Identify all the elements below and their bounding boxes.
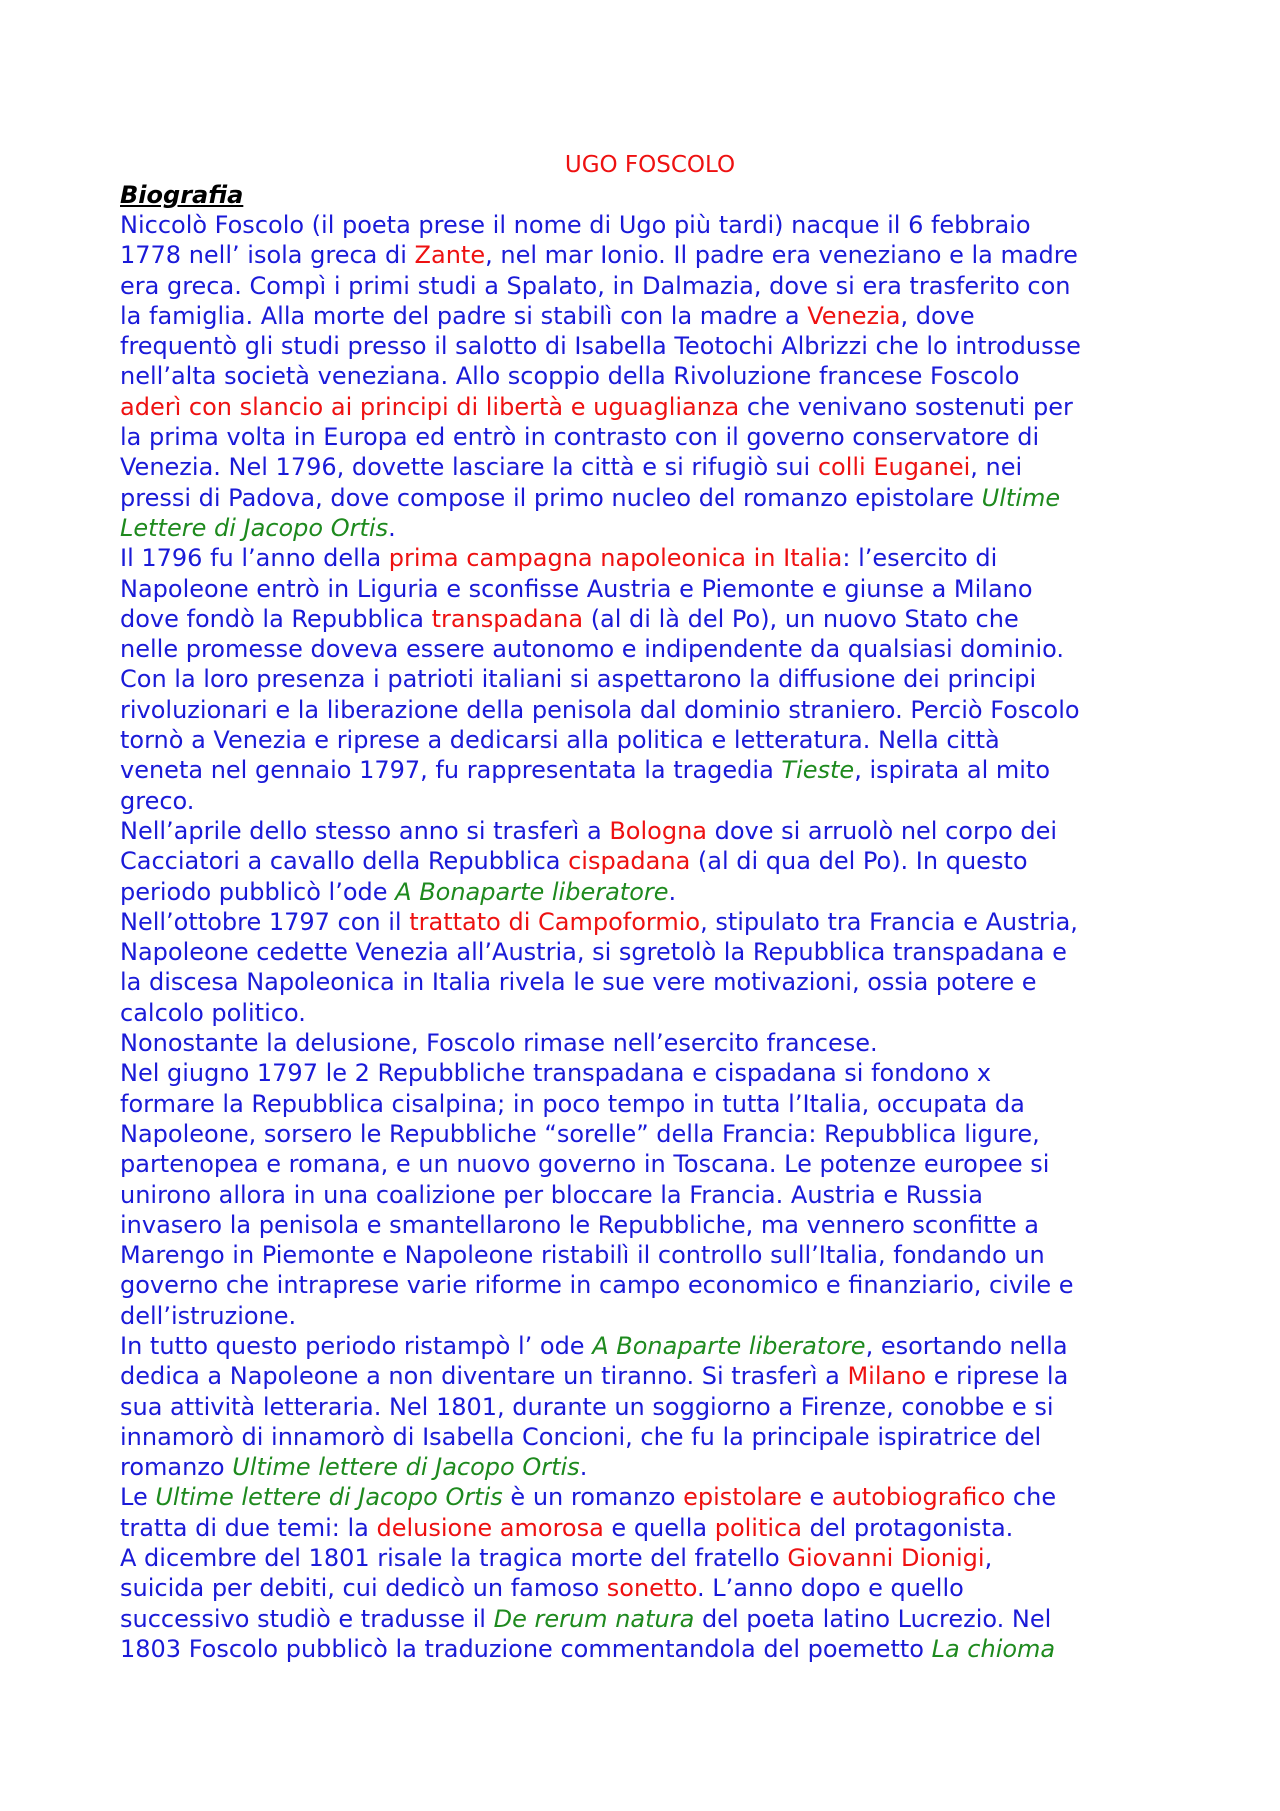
paragraph xyxy=(120,1331,1180,1482)
document-body xyxy=(120,210,1180,1664)
text-line xyxy=(120,1058,1180,1088)
text-segment: dell’istruzione. xyxy=(120,1301,297,1330)
text-segment: Le xyxy=(120,1483,156,1512)
highlighted-term: transpadana xyxy=(431,604,584,633)
highlighted-term: Giovanni Dionigi xyxy=(787,1544,985,1573)
text-line xyxy=(120,483,1180,513)
text-line xyxy=(120,301,1180,331)
document-title: UGO FOSCOLO xyxy=(564,152,736,178)
text-segment: unirono allora in una coalizione per bloccare la Francia. Austria e Russia xyxy=(120,1180,983,1209)
text-segment: Napoleone entrò in Liguria e sconfisse Austria e Piemonte e giunse a Milano xyxy=(120,574,1033,603)
text-segment: Nell’ottobre 1797 con il xyxy=(120,907,410,936)
text-segment: sua attività letteraria. Nel 1801, durante un soggiorno a Firenze, conobbe e si xyxy=(120,1392,1054,1421)
text-line xyxy=(120,1331,1180,1361)
work-title: Ultime xyxy=(981,483,1061,512)
paragraph xyxy=(120,1058,1180,1331)
text-line xyxy=(120,786,1180,816)
text-segment: la prima volta in Europa ed entrò in contrasto con il governo conservatore di xyxy=(120,423,1040,452)
text-segment: periodo pubblicò l’ode xyxy=(120,877,396,906)
text-line xyxy=(120,755,1180,785)
text-line xyxy=(120,816,1180,846)
paragraph xyxy=(120,816,1180,907)
highlighted-term: Zante xyxy=(414,241,486,270)
text-segment: frequentò gli studi presso il salotto di Isabella Teotochi Albrizzi che lo introdusse xyxy=(120,332,1081,361)
text-segment: governo che intraprese varie riforme in campo economico e finanziario, civile e xyxy=(120,1271,1074,1300)
text-segment: , xyxy=(984,1544,993,1573)
text-line xyxy=(120,513,1180,543)
text-segment: Napoleone, sorsero le Repubbliche “sorelle” della Francia: Repubblica ligure, xyxy=(120,1119,1040,1148)
text-segment: tratta di due temi: la xyxy=(120,1513,377,1542)
text-segment: del poeta latino Lucrezio. Nel xyxy=(694,1604,1052,1633)
text-line xyxy=(120,1028,1180,1058)
text-line xyxy=(120,846,1180,876)
text-segment: . xyxy=(388,513,396,542)
text-segment: partenopea e romana, e un nuovo governo in Toscana. Le potenze europee si xyxy=(120,1150,1050,1179)
highlighted-term: cispadana xyxy=(568,847,691,876)
text-line xyxy=(120,1119,1180,1149)
text-line xyxy=(120,1180,1180,1210)
text-line xyxy=(120,210,1180,240)
text-segment: In tutto questo periodo ristampò l’ ode xyxy=(120,1331,593,1360)
text-line xyxy=(120,998,1180,1028)
text-line xyxy=(120,240,1180,270)
work-title: A Bonaparte liberatore xyxy=(395,877,669,906)
text-segment: tornò a Venezia e riprese a dedicarsi alla politica e letteratura. Nella città xyxy=(120,726,1000,755)
text-segment: e quella xyxy=(603,1513,715,1542)
text-segment: Nel giugno 1797 le 2 Repubbliche transpadana e cispadana si fondono x xyxy=(120,1059,992,1088)
highlighted-term: Venezia xyxy=(807,301,901,330)
highlighted-term: trattato di Campoformio xyxy=(409,907,701,936)
text-segment: Napoleone cedette Venezia all’Austria, si sgretolò la Repubblica transpadana e xyxy=(120,938,1067,967)
text-segment: invasero la penisola e smantellarono le Repubbliche, ma vennero sconfitte a xyxy=(120,1210,1040,1239)
highlighted-term: delusione amorosa xyxy=(376,1513,604,1542)
text-line xyxy=(120,271,1180,301)
text-segment: che xyxy=(1005,1483,1057,1512)
text-segment: nelle promesse doveva essere autonomo e indipendente da qualsiasi dominio. xyxy=(120,635,1065,664)
text-line xyxy=(120,664,1180,694)
text-segment: pressi di Padova, dove compose il primo nucleo del romanzo epistolare xyxy=(120,483,982,512)
text-line xyxy=(120,1149,1180,1179)
text-segment: , stipulato tra Francia e Austria, xyxy=(700,907,1078,936)
highlighted-term: sonetto xyxy=(606,1574,697,1603)
text-line xyxy=(120,937,1180,967)
work-title: De rerum natura xyxy=(493,1604,695,1633)
text-line xyxy=(120,907,1180,937)
text-line xyxy=(120,877,1180,907)
highlighted-term: aderì con slancio ai principi di libertà e uguaglianza xyxy=(120,392,740,421)
text-segment: Venezia. Nel 1796, dovette lasciare la città e si rifugiò sui xyxy=(120,453,818,482)
text-segment: greco. xyxy=(120,786,195,815)
text-line xyxy=(120,1604,1180,1634)
paragraph xyxy=(120,1028,1180,1058)
text-segment: veneta nel gennaio 1797, fu rappresentata la tragedia xyxy=(120,756,782,785)
text-segment: e riprese la xyxy=(926,1362,1069,1391)
text-segment: è un romanzo xyxy=(502,1483,684,1512)
text-line xyxy=(120,1392,1180,1422)
text-segment: innamorò di innamorò di Isabella Concioni, che fu la principale ispiratrice del xyxy=(120,1422,1042,1451)
highlighted-term: Bologna xyxy=(609,816,707,845)
paragraph xyxy=(120,1543,1180,1664)
highlighted-term: colli Euganei xyxy=(817,453,971,482)
text-line xyxy=(120,1089,1180,1119)
document-page xyxy=(120,150,1180,1664)
text-line xyxy=(120,1270,1180,1300)
text-line xyxy=(120,1240,1180,1270)
text-line xyxy=(120,695,1180,725)
text-segment: dove si arruolò nel corpo dei xyxy=(706,816,1058,845)
text-segment: Il 1796 fu l’anno della xyxy=(120,544,389,573)
text-segment: , ispirata al mito xyxy=(854,756,1050,785)
text-segment: 1803 Foscolo pubblicò la traduzione commentandola del poemetto xyxy=(120,1634,932,1663)
text-segment: (al di là del Po), un nuovo Stato che xyxy=(583,604,1019,633)
paragraph xyxy=(120,1482,1180,1543)
text-segment: 1778 nell’ isola greca di xyxy=(120,241,415,270)
text-segment: che venivano sostenuti per xyxy=(739,392,1073,421)
text-segment: Niccolò Foscolo (il poeta prese il nome di Ugo più tardi) nacque il 6 febbraio xyxy=(120,211,1031,239)
text-segment: nell’alta società veneziana. Allo scoppio della Rivoluzione francese Foscolo xyxy=(120,362,1020,391)
text-line xyxy=(120,331,1180,361)
text-segment: dedica a Napoleone a non diventare un tiranno. Si trasferì a xyxy=(120,1362,848,1391)
text-line xyxy=(120,1543,1180,1573)
text-line xyxy=(120,1482,1180,1512)
work-title: Lettere di Jacopo Ortis xyxy=(120,513,389,542)
section-heading: Biografia xyxy=(120,181,244,209)
text-line xyxy=(120,1361,1180,1391)
text-line xyxy=(120,967,1180,997)
text-segment: (al di qua del Po). In questo xyxy=(690,847,1028,876)
text-segment: romanzo xyxy=(120,1453,233,1482)
highlighted-term: prima campagna napoleonica in Italia xyxy=(388,544,843,573)
text-segment: la famiglia. Alla morte del padre si stabilì con la madre a xyxy=(120,301,808,330)
text-segment: del protagonista. xyxy=(801,1513,1014,1542)
work-title: A Bonaparte liberatore xyxy=(592,1331,866,1360)
work-title: Tieste xyxy=(781,756,855,785)
text-segment: : l’esercito di xyxy=(842,544,998,573)
text-segment: , dove xyxy=(900,301,975,330)
text-segment: , nel mar Ionio. Il padre era veneziano e la madre xyxy=(485,241,1078,270)
text-segment: , nei xyxy=(970,453,1023,482)
text-line xyxy=(120,634,1180,664)
text-segment: . xyxy=(579,1453,588,1482)
paragraph xyxy=(120,907,1180,1028)
text-line xyxy=(120,452,1180,482)
text-segment: suicida per debiti, cui dedicò un famoso xyxy=(120,1574,607,1603)
work-title: Ultime lettere di Jacopo Ortis xyxy=(232,1453,580,1482)
text-segment: . xyxy=(668,877,677,906)
text-line xyxy=(120,422,1180,452)
text-segment: , esortando nella xyxy=(865,1331,1068,1360)
work-title: La chioma xyxy=(931,1634,1056,1663)
text-segment: successivo studiò e tradusse il xyxy=(120,1604,494,1633)
text-segment: calcolo politico. xyxy=(120,998,306,1027)
text-segment: Nonostante la delusione, Foscolo rimase nell’esercito francese. xyxy=(120,1029,878,1058)
text-line xyxy=(120,1513,1180,1543)
highlighted-term: autobiografico xyxy=(831,1483,1006,1512)
text-line xyxy=(120,604,1180,634)
text-line xyxy=(120,361,1180,391)
highlighted-term: epistolare xyxy=(683,1483,802,1512)
text-line xyxy=(120,1422,1180,1452)
text-line xyxy=(120,1210,1180,1240)
text-segment: formare la Repubblica cisalpina; in poco tempo in tutta l’Italia, occupata da xyxy=(120,1089,1025,1118)
text-line xyxy=(120,1301,1180,1331)
text-segment: Con la loro presenza i patrioti italiani si aspettarono la diffusione dei principi xyxy=(120,665,1037,694)
text-segment: Nell’aprile dello stesso anno si trasferì a xyxy=(120,816,610,845)
text-segment: Marengo in Piemonte e Napoleone ristabilì il controllo sull’Italia, fondando un xyxy=(120,1241,1045,1270)
text-segment: la discesa Napoleonica in Italia rivela le sue vere motivazioni, ossia potere e xyxy=(120,968,1037,997)
text-segment: dove fondò la Repubblica xyxy=(120,604,432,633)
text-line xyxy=(120,392,1180,422)
text-segment: e xyxy=(801,1483,832,1512)
work-title: Ultime lettere di Jacopo Ortis xyxy=(155,1483,503,1512)
text-segment: era greca. Compì i primi studi a Spalato, in Dalmazia, dove si era trasferito con xyxy=(120,271,1071,300)
paragraph xyxy=(120,543,1180,816)
highlighted-term: politica xyxy=(714,1513,802,1542)
text-segment: Cacciatori a cavallo della Repubblica xyxy=(120,847,569,876)
text-segment: A dicembre del 1801 risale la tragica morte del fratello xyxy=(120,1544,788,1573)
text-line xyxy=(120,543,1180,573)
text-line xyxy=(120,1573,1180,1603)
text-segment: rivoluzionari e la liberazione della penisola dal dominio straniero. Perciò Foscolo xyxy=(120,695,1080,724)
highlighted-term: Milano xyxy=(847,1362,927,1391)
text-line xyxy=(120,1634,1180,1664)
paragraph xyxy=(120,210,1180,543)
text-line xyxy=(120,1452,1180,1482)
text-line xyxy=(120,574,1180,604)
text-line xyxy=(120,725,1180,755)
text-segment: . L’anno dopo e quello xyxy=(697,1574,964,1603)
